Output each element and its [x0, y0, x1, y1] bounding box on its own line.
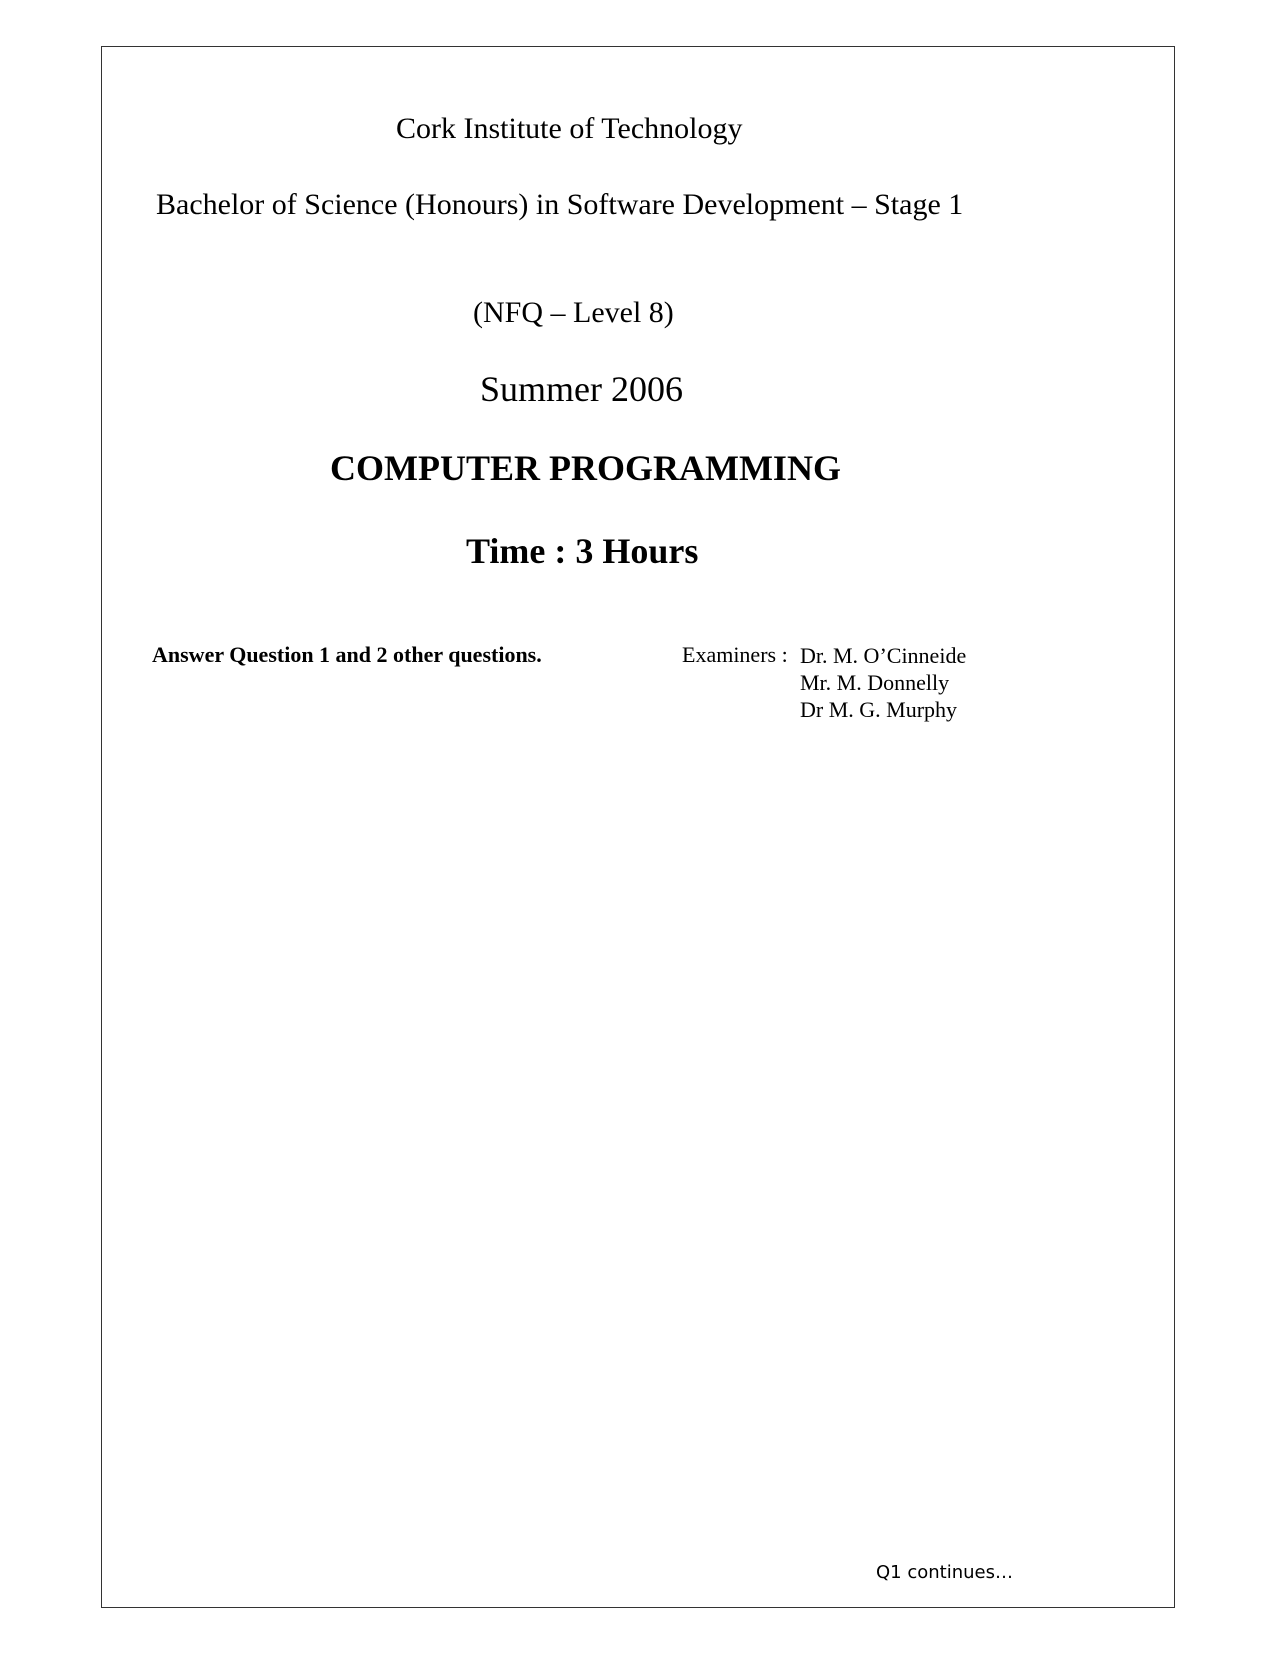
page-border [101, 46, 1175, 1608]
institute-name: Cork Institute of Technology [396, 112, 743, 145]
subject-title: COMPUTER PROGRAMMING [330, 448, 841, 488]
exam-session: Summer 2006 [480, 369, 683, 409]
examiner-name: Mr. M. Donnelly [800, 670, 950, 695]
examiner-name: Dr. M. O’Cinneide [800, 643, 967, 668]
programme-title: Bachelor of Science (Honours) in Software Development – Stage 1 [156, 188, 964, 221]
nfq-level: (NFQ – Level 8) [473, 296, 674, 329]
continuation-note: Q1 continues… [876, 1562, 1013, 1583]
examiners-label: Examiners : [682, 642, 788, 667]
exam-duration: Time : 3 Hours [466, 531, 699, 571]
exam-instructions: Answer Question 1 and 2 other questions. [152, 642, 542, 667]
examiner-list [800, 642, 966, 723]
examiner-name: Dr M. G. Murphy [800, 697, 958, 722]
